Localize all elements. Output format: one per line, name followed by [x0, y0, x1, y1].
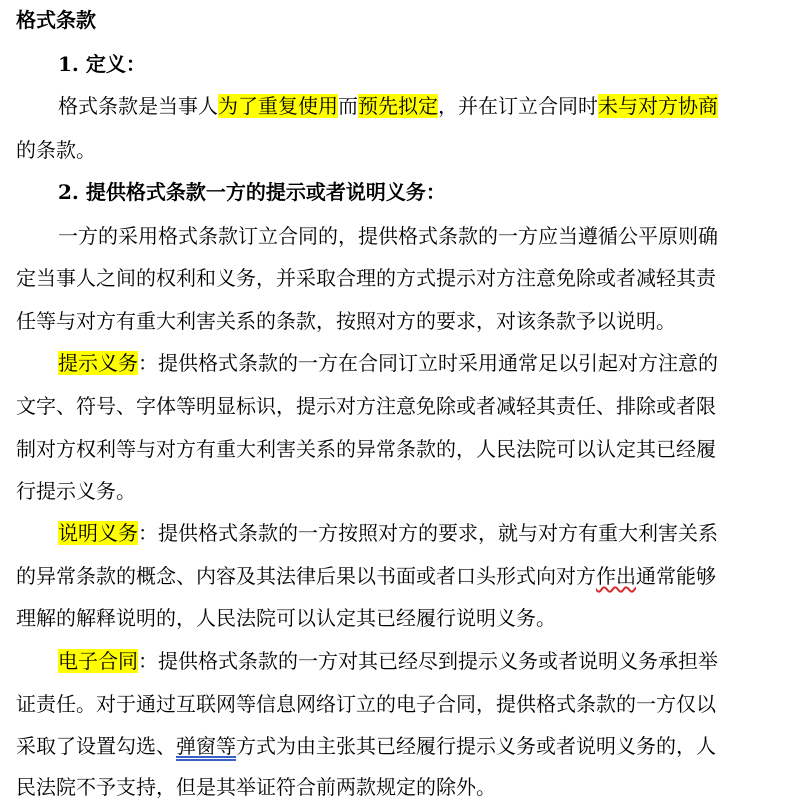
tishi-line-1: [58, 349, 718, 377]
text-run: 而: [338, 94, 358, 118]
text-run: ：提供格式条款的一方按照对方的要求，就与对方有重大利害关系: [138, 521, 718, 545]
definition-line-1: [58, 92, 718, 120]
tishi-line-4: 行提示义务。: [16, 479, 136, 503]
highlight-pre-drafted: 预先拟定: [358, 94, 438, 118]
text-run: 方式为由主张其已经履行提示义务或者说明义务的，人: [236, 734, 716, 758]
spellcheck-underline: 作出: [596, 564, 636, 588]
definition-line-2: 的条款。: [16, 138, 96, 162]
highlight-tishi-label: 提示义务: [58, 351, 138, 375]
paragraph-line: 任等与对方有重大利害关系的条款，按照对方的要求，对该条款予以说明。: [16, 309, 676, 333]
dianzi-line-1: [58, 647, 718, 675]
paragraph-line: 一方的采用格式条款订立合同的，提供格式条款的一方应当遵循公平原则确: [58, 224, 718, 248]
highlight-dianzi-label: 电子合同: [58, 649, 138, 673]
dianzi-line-3: [16, 732, 716, 760]
highlight-shuoming-label: 说明义务: [58, 521, 138, 545]
text-run: ，并在订立合同时: [438, 94, 598, 118]
grammar-underline: 弹窗等: [176, 734, 236, 758]
shuoming-line-2: [16, 562, 716, 590]
highlight-repeat-use: 为了重复使用: [218, 94, 338, 118]
section-1-heading: 1. 定义：: [58, 52, 146, 76]
text-run: ：提供格式条款的一方对其已经尽到提示义务或者说明义务承担举: [138, 649, 718, 673]
paragraph-line: 定当事人之间的权利和义务，并采取合理的方式提示对方注意免除或者减轻其责: [16, 266, 716, 290]
document-title: 格式条款: [16, 8, 96, 32]
dianzi-line-2: 证责任。对于通过互联网等信息网络订立的电子合同，提供格式条款的一方仅以: [16, 692, 716, 716]
tishi-line-2: 文字、符号、字体等明显标识，提示对方注意免除或者减轻其责任、排除或者限: [16, 394, 716, 418]
section-2-heading: 2. 提供格式条款一方的提示或者说明义务：: [58, 180, 446, 204]
text-run: ：提供格式条款的一方在合同订立时采用通常足以引起对方注意的: [138, 351, 718, 375]
tishi-line-3: 制对方权利等与对方有重大利害关系的异常条款的，人民法院可以认定其已经履: [16, 437, 716, 461]
shuoming-line-1: [58, 519, 718, 547]
text-run: 的异常条款的概念、内容及其法律后果以书面或者口头形式向对方: [16, 564, 596, 588]
highlight-not-negotiated: 未与对方协商: [598, 94, 718, 118]
text-run: 采取了设置勾选、: [16, 734, 176, 758]
dianzi-line-4: 民法院不予支持，但是其举证符合前两款规定的除外。: [16, 775, 496, 799]
text-run: 格式条款是当事人: [58, 94, 218, 118]
text-run: 通常能够: [636, 564, 716, 588]
shuoming-line-3: 理解的解释说明的，人民法院可以认定其已经履行说明义务。: [16, 606, 556, 630]
